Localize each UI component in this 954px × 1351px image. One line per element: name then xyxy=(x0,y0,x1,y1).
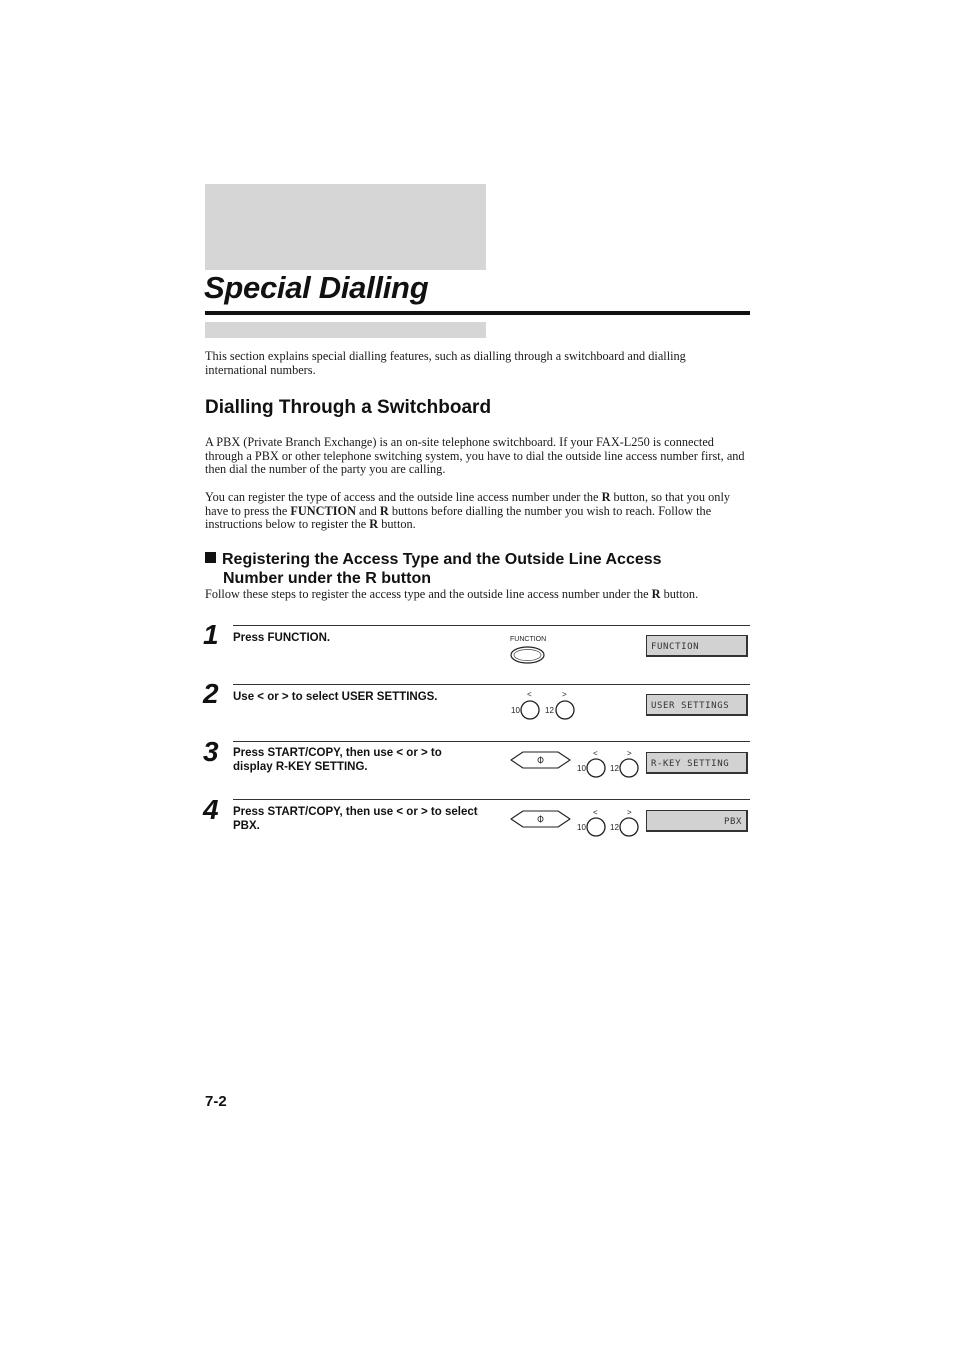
step-4-display: PBX xyxy=(646,810,748,832)
pbx-paragraph: A PBX (Private Branch Exchange) is an on-site telephone switchboard. If your FAX-L250 is connected through a PBX or other telephone switching system, you have to dial the outside line access number first, and then dial the number of the party you are calling. xyxy=(205,435,745,477)
arrow-keys-icon xyxy=(585,816,641,838)
step-2-instruction: Use < or > to select USER SETTINGS. xyxy=(233,691,438,703)
step-2-rule xyxy=(233,684,750,685)
function-key-label: FUNCTION xyxy=(510,636,547,643)
step-4-rule xyxy=(233,799,750,800)
start-copy-button-icon xyxy=(509,809,572,829)
step-1-rule xyxy=(233,625,750,626)
right-key-number: 12 xyxy=(545,706,554,715)
right-arrow-label: > xyxy=(562,690,567,699)
left-arrow-label: < xyxy=(527,690,532,699)
step-2-display: USER SETTINGS xyxy=(646,694,748,716)
start-copy-button-icon xyxy=(509,750,572,770)
step-4-number: 4 xyxy=(203,794,219,825)
section-heading: Dialling Through a Switchboard xyxy=(205,397,492,418)
intro-paragraph: This section explains special dialling features, such as dialling through a switchboard and dialling international numbers. xyxy=(205,349,686,377)
arrow-keys-icon xyxy=(585,757,641,779)
step-3-display: R-KEY SETTING xyxy=(646,752,748,774)
register-paragraph: You can register the type of access and the outside line access number under the R button, so that you only have to press the FUNCTION and R buttons before dialling the number you wish to reach. Follow the instructions below to register the R button. xyxy=(205,490,731,532)
arrow-keys-icon xyxy=(519,699,577,721)
title-band-bottom xyxy=(205,322,486,338)
step-3-instruction: Press START/COPY, then use < or > to display R-KEY SETTING. xyxy=(233,747,442,773)
right-key-number: 12 xyxy=(610,764,619,773)
page-title: Special Dialling xyxy=(204,270,429,305)
left-arrow-label: < xyxy=(593,808,598,817)
right-arrow-label: > xyxy=(627,749,632,758)
right-key-number: 12 xyxy=(610,823,619,832)
left-arrow-label: < xyxy=(593,749,598,758)
step-4-instruction: Press START/COPY, then use < or > to select PBX. xyxy=(233,806,478,832)
step-3-number: 3 xyxy=(203,736,219,767)
follow-steps-text: Follow these steps to register the access type and the outside line access number under the R button. xyxy=(205,587,699,601)
step-1-display: FUNCTION xyxy=(646,635,748,657)
step-2-number: 2 xyxy=(203,678,219,709)
left-key-number: 10 xyxy=(511,706,520,715)
function-button-icon xyxy=(509,645,546,665)
title-rule xyxy=(205,311,750,315)
title-band-top xyxy=(205,184,486,270)
left-key-number: 10 xyxy=(577,823,586,832)
step-1-number: 1 xyxy=(203,619,219,650)
right-arrow-label: > xyxy=(627,808,632,817)
left-key-number: 10 xyxy=(577,764,586,773)
step-3-rule xyxy=(233,741,750,742)
square-bullet-icon xyxy=(205,552,216,563)
subsection-heading: Registering the Access Type and the Outside Line Access Number under the R button xyxy=(205,550,662,588)
step-1-instruction: Press FUNCTION. xyxy=(233,632,331,644)
page-number: 7-2 xyxy=(205,1093,227,1110)
